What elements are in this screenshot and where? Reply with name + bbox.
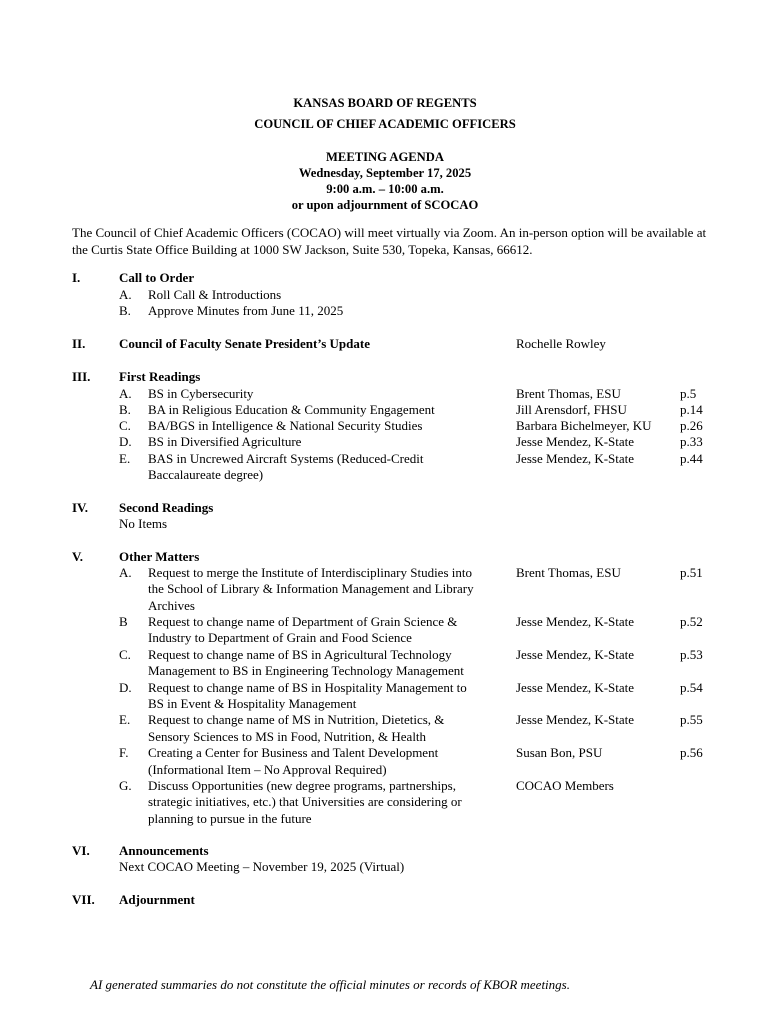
presenter: COCAO Members <box>516 778 614 793</box>
item-merge-institute: Request to merge the Institute of Interdisciplinary Studies into <box>148 565 472 580</box>
section-number-ii: II. <box>72 336 86 351</box>
item-bas-uncrewed-aircraft-cont: Baccalaureate degree) <box>148 467 264 482</box>
item-letter: F. <box>119 745 129 760</box>
section-title-faculty-senate-update: Council of Faculty Senate President’s Update <box>119 336 370 351</box>
presenter: Jill Arensdorf, FHSU <box>516 402 627 417</box>
next-meeting-text: Next COCAO Meeting – November 19, 2025 (Virtual) <box>119 859 405 874</box>
page-ref: p.51 <box>680 565 703 580</box>
item-approve-minutes: Approve Minutes from June 11, 2025 <box>148 303 344 318</box>
section-number-iv: IV. <box>72 500 89 515</box>
item-roll-call: Roll Call & Introductions <box>148 287 282 302</box>
presenter: Brent Thomas, ESU <box>516 565 621 580</box>
page-ref: p.52 <box>680 614 703 629</box>
intro-paragraph: The Council of Chief Academic Officers (COCAO) will meet virtually via Zoom. An in-person option will be available at the Curtis State Office Building at 1000 SW Jackson, Suite 530, Topeka, Kansas, 66612. <box>72 225 707 257</box>
item-hospitality-management: Request to change name of BS in Hospitality Management to <box>148 680 467 695</box>
presenter: Jesse Mendez, K-State <box>516 451 635 466</box>
section-number-vii: VII. <box>72 892 95 907</box>
item-nutrition-dietetics: Request to change name of MS in Nutrition, Dietetics, & <box>148 712 445 727</box>
item-business-talent-center: Creating a Center for Business and Talent Development <box>148 745 439 760</box>
item-business-talent-center-cont: (Informational Item – No Approval Required) <box>148 762 387 777</box>
page-ref: p.44 <box>680 451 703 466</box>
header-meeting-agenda: MEETING AGENDA <box>326 150 444 164</box>
no-items-text: No Items <box>119 516 168 531</box>
header-board-name: KANSAS BOARD OF REGENTS <box>293 96 477 110</box>
item-agricultural-technology: Request to change name of BS in Agricultural Technology <box>148 647 452 662</box>
page-ref: p.55 <box>680 712 703 727</box>
page-ref: p.26 <box>680 418 703 433</box>
item-ba-bgs-intelligence: BA/BGS in Intelligence & National Security Studies <box>148 418 423 433</box>
section-title-first-readings: First Readings <box>119 369 201 384</box>
page-ref: p.33 <box>680 434 703 449</box>
item-letter: E. <box>119 451 131 466</box>
presenter: Jesse Mendez, K-State <box>516 434 635 449</box>
section-title-second-readings: Second Readings <box>119 500 214 515</box>
item-merge-institute-cont: Archives <box>148 598 195 613</box>
item-grain-science-cont: Industry to Department of Grain and Food Science <box>148 630 412 645</box>
section-title-adjournment: Adjournment <box>119 892 195 907</box>
item-bs-diversified-agriculture: BS in Diversified Agriculture <box>148 434 302 449</box>
item-letter: A. <box>119 386 132 401</box>
item-grain-science: Request to change name of Department of Grain Science & <box>148 614 458 629</box>
item-letter: G. <box>119 778 132 793</box>
item-discuss-opportunities-cont: strategic initiatives, etc.) that Universities are considering or <box>148 794 462 809</box>
item-letter: D. <box>119 434 132 449</box>
section-title-other-matters: Other Matters <box>119 549 200 564</box>
page-ref: p.53 <box>680 647 703 662</box>
page-ref: p.5 <box>680 386 697 401</box>
item-bas-uncrewed-aircraft: BAS in Uncrewed Aircraft Systems (Reduced-Credit <box>148 451 424 466</box>
item-nutrition-dietetics-cont: Sensory Sciences to MS in Food, Nutrition, & Health <box>148 729 427 744</box>
item-hospitality-management-cont: BS in Event & Hospitality Management <box>148 696 357 711</box>
item-letter: B <box>119 614 128 629</box>
presenter: Barbara Bichelmeyer, KU <box>516 418 652 433</box>
page-ref: p.54 <box>680 680 703 695</box>
section-title-announcements: Announcements <box>119 843 209 858</box>
presenter: Jesse Mendez, K-State <box>516 712 635 727</box>
footer-disclaimer: AI generated summaries do not constitute the official minutes or records of KBOR meetings. <box>90 977 570 992</box>
page-ref: p.14 <box>680 402 703 417</box>
item-letter: C. <box>119 647 131 662</box>
section-number-v: V. <box>72 549 83 564</box>
header-date: Wednesday, September 17, 2025 <box>298 166 472 180</box>
presenter: Susan Bon, PSU <box>516 745 603 760</box>
item-letter: B. <box>119 303 131 318</box>
presenter: Rochelle Rowley <box>516 336 606 351</box>
section-number-vi: VI. <box>72 843 90 858</box>
section-number-iii: III. <box>72 369 91 384</box>
item-agricultural-technology-cont: Management to BS in Engineering Technology Management <box>148 663 464 678</box>
header-council-name: COUNCIL OF CHIEF ACADEMIC OFFICERS <box>254 117 516 131</box>
section-title-call-to-order: Call to Order <box>119 270 195 285</box>
presenter: Jesse Mendez, K-State <box>516 680 635 695</box>
item-letter: A. <box>119 287 132 302</box>
item-bs-cybersecurity: BS in Cybersecurity <box>148 386 254 401</box>
presenter: Brent Thomas, ESU <box>516 386 621 401</box>
item-ba-religious-education: BA in Religious Education & Community Engagement <box>148 402 435 417</box>
item-discuss-opportunities-cont: planning to pursue in the future <box>148 811 312 826</box>
presenter: Jesse Mendez, K-State <box>516 614 635 629</box>
item-discuss-opportunities: Discuss Opportunities (new degree programs, partnerships, <box>148 778 456 793</box>
item-letter: A. <box>119 565 132 580</box>
section-number-i: I. <box>72 270 81 285</box>
item-letter: B. <box>119 402 131 417</box>
item-letter: E. <box>119 712 131 727</box>
item-merge-institute-cont: the School of Library & Information Management and Library <box>148 581 474 596</box>
header-adjournment-note: or upon adjournment of SCOCAO <box>291 198 479 212</box>
presenter: Jesse Mendez, K-State <box>516 647 635 662</box>
page-ref: p.56 <box>680 745 703 760</box>
header-time: 9:00 a.m. – 10:00 a.m. <box>326 182 444 196</box>
item-letter: D. <box>119 680 132 695</box>
item-letter: C. <box>119 418 131 433</box>
